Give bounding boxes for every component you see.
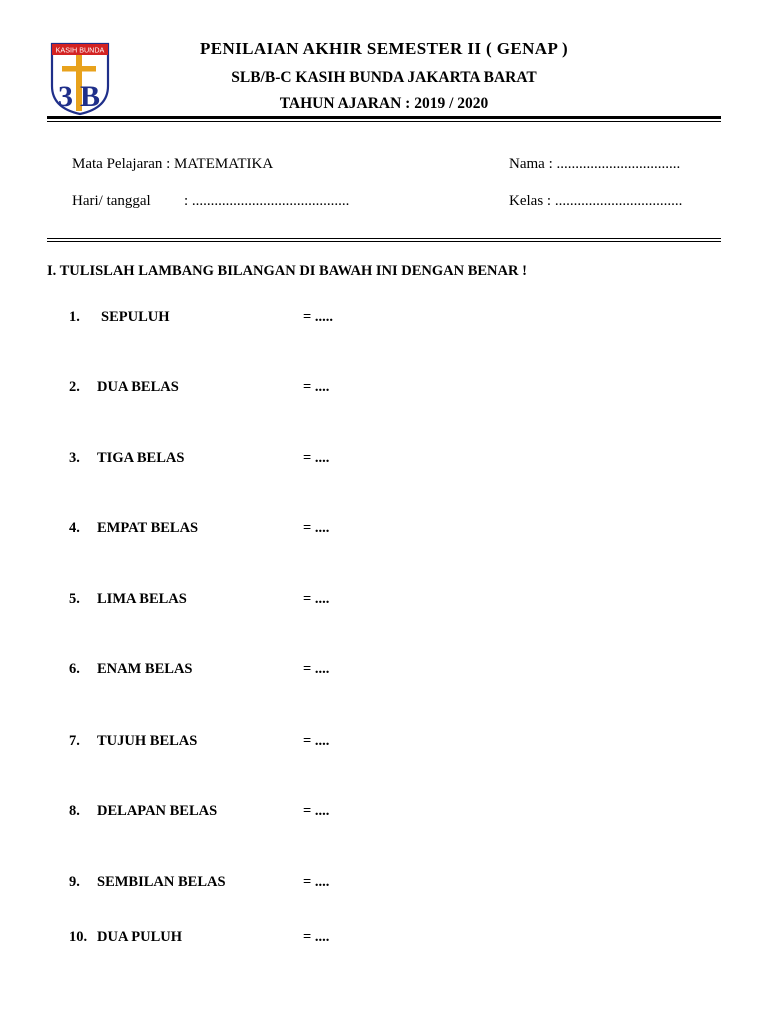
question-number: 6. bbox=[69, 661, 80, 677]
svg-text:B: B bbox=[80, 80, 101, 113]
question-number: 2. bbox=[69, 379, 80, 395]
question-label: TUJUH BELAS bbox=[97, 733, 198, 749]
question-label: SEMBILAN BELAS bbox=[97, 874, 226, 890]
section-title: I. TULISLAH LAMBANG BILANGAN DI BAWAH INI DENGAN BENAR ! bbox=[47, 263, 527, 279]
question-number: 1. bbox=[69, 309, 80, 325]
question-number: 7. bbox=[69, 733, 80, 749]
school-name: SLB/B-C KASIH BUNDA JAKARTA BARAT bbox=[231, 69, 537, 86]
question-label: DELAPAN BELAS bbox=[97, 803, 218, 819]
question-label: SEPULUH bbox=[101, 309, 170, 325]
question-number: 8. bbox=[69, 803, 80, 819]
answer-blank: = .... bbox=[303, 379, 330, 395]
question-label: TIGA BELAS bbox=[97, 450, 185, 466]
question-label: DUA BELAS bbox=[97, 379, 179, 395]
answer-blank: = .... bbox=[303, 591, 330, 607]
date-field: : .......................................... bbox=[184, 193, 350, 209]
svg-text:3: 3 bbox=[58, 80, 73, 113]
question-label: ENAM BELAS bbox=[97, 661, 193, 677]
question-label: DUA PULUH bbox=[97, 929, 182, 945]
answer-blank: = .... bbox=[303, 661, 330, 677]
school-year: TAHUN AJARAN : 2019 / 2020 bbox=[279, 95, 489, 112]
subject-field: Mata Pelajaran : MATEMATIKA bbox=[72, 156, 274, 172]
class-field: Kelas : .................................. bbox=[509, 193, 683, 209]
question-number: 5. bbox=[69, 591, 80, 607]
question-number: 9. bbox=[69, 874, 80, 890]
info-divider-bottom bbox=[47, 241, 721, 242]
question-number: 10. bbox=[69, 929, 88, 945]
answer-blank: = .... bbox=[303, 874, 330, 890]
header-divider-thin bbox=[47, 121, 721, 122]
answer-blank: = .... bbox=[303, 450, 330, 466]
answer-blank: = .... bbox=[303, 733, 330, 749]
answer-blank: = .... bbox=[303, 803, 330, 819]
header-divider bbox=[47, 116, 721, 119]
name-field: Nama : ................................. bbox=[509, 156, 681, 172]
school-logo bbox=[50, 42, 110, 116]
question-label: LIMA BELAS bbox=[97, 591, 187, 607]
document-title: PENILAIAN AKHIR SEMESTER II ( GENAP ) bbox=[199, 39, 569, 58]
question-number: 3. bbox=[69, 450, 80, 466]
question-label: EMPAT BELAS bbox=[97, 520, 199, 536]
answer-blank: = .... bbox=[303, 520, 330, 536]
question-number: 4. bbox=[69, 520, 80, 536]
logo-text: KASIH BUNDA bbox=[55, 45, 105, 55]
answer-blank: = .... bbox=[303, 929, 330, 945]
answer-blank: = ..... bbox=[303, 309, 334, 325]
date-label: Hari/ tanggal bbox=[72, 193, 151, 209]
info-divider bbox=[47, 238, 721, 239]
